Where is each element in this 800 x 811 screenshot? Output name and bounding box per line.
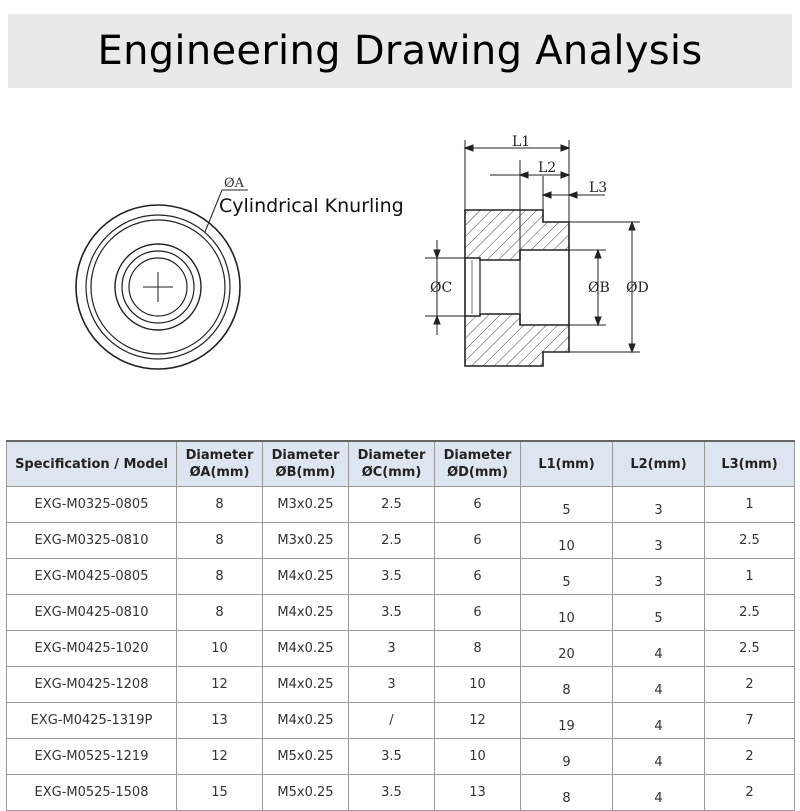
- cell-diameter-a: 10: [177, 631, 263, 667]
- cell-l1: 5: [521, 559, 613, 595]
- cell-diameter-a: 12: [177, 667, 263, 703]
- cell-l2: 4: [613, 703, 705, 739]
- cell-diameter-d: 6: [435, 595, 521, 631]
- cell-l1: 10: [521, 523, 613, 559]
- header-diameter-d: Diameter ØD(mm): [435, 441, 521, 487]
- cell-diameter-b: M4x0.25: [263, 703, 349, 739]
- cell-diameter-c: 2.5: [349, 523, 435, 559]
- cell-diameter-d: 13: [435, 775, 521, 811]
- cell-diameter-c: 3.5: [349, 739, 435, 775]
- knurling-label: Cylindrical Knurling: [219, 195, 404, 217]
- cell-l3: 1: [705, 487, 795, 523]
- header-l1: L1(mm): [521, 441, 613, 487]
- table-row: [7, 559, 795, 595]
- cell-l3: 2.5: [705, 595, 795, 631]
- table-row: [7, 523, 795, 559]
- cell-diameter-c: 2.5: [349, 487, 435, 523]
- cell-l2: 4: [613, 775, 705, 811]
- cell-l3: 1: [705, 559, 795, 595]
- table-row: [7, 487, 795, 523]
- cell-model: EXG-M0325-0810: [7, 523, 177, 559]
- cell-model: EXG-M0325-0805: [7, 487, 177, 523]
- cell-diameter-b: M4x0.25: [263, 595, 349, 631]
- cell-model: EXG-M0425-0805: [7, 559, 177, 595]
- cell-l1: 5: [521, 487, 613, 523]
- cell-l1: 8: [521, 667, 613, 703]
- cell-diameter-b: M5x0.25: [263, 739, 349, 775]
- header-diameter-b: Diameter ØB(mm): [263, 441, 349, 487]
- table-row: [7, 739, 795, 775]
- header-l3: L3(mm): [705, 441, 795, 487]
- table-row: [7, 703, 795, 739]
- cell-model: EXG-M0425-0810: [7, 595, 177, 631]
- table-row: [7, 667, 795, 703]
- cell-l3: 2.5: [705, 523, 795, 559]
- cell-l2: 4: [613, 667, 705, 703]
- cell-l2: 5: [613, 595, 705, 631]
- cell-model: EXG-M0525-1219: [7, 739, 177, 775]
- cell-model: EXG-M0425-1020: [7, 631, 177, 667]
- cell-model: EXG-M0525-1508: [7, 775, 177, 811]
- cell-diameter-b: M3x0.25: [263, 523, 349, 559]
- cell-diameter-b: M4x0.25: [263, 631, 349, 667]
- cell-l3: 2.5: [705, 631, 795, 667]
- cell-diameter-d: 6: [435, 487, 521, 523]
- cell-diameter-b: M4x0.25: [263, 559, 349, 595]
- cell-diameter-d: 12: [435, 703, 521, 739]
- cell-l3: 2: [705, 775, 795, 811]
- cell-diameter-c: 3.5: [349, 775, 435, 811]
- title-banner: [8, 14, 792, 88]
- cell-model: EXG-M0425-1208: [7, 667, 177, 703]
- cell-l2: 3: [613, 487, 705, 523]
- cell-l2: 4: [613, 739, 705, 775]
- cell-diameter-c: 3: [349, 631, 435, 667]
- engineering-drawing: [0, 100, 800, 430]
- cell-l3: 7: [705, 703, 795, 739]
- section-view: [465, 210, 569, 366]
- cell-l1: 20: [521, 631, 613, 667]
- header-diameter-c: Diameter ØC(mm): [349, 441, 435, 487]
- cell-diameter-b: M3x0.25: [263, 487, 349, 523]
- cell-diameter-d: 10: [435, 739, 521, 775]
- header-l2: L2(mm): [613, 441, 705, 487]
- dim-l3-label: L3: [589, 180, 608, 196]
- cell-l3: 2: [705, 739, 795, 775]
- cell-diameter-a: 15: [177, 775, 263, 811]
- dim-l2-label: L2: [538, 160, 557, 176]
- cell-diameter-d: 6: [435, 559, 521, 595]
- table-row: [7, 595, 795, 631]
- dim-b-label: ØB: [588, 280, 610, 296]
- cell-diameter-a: 12: [177, 739, 263, 775]
- cell-diameter-d: 8: [435, 631, 521, 667]
- cell-model: EXG-M0425-1319P: [7, 703, 177, 739]
- cell-diameter-b: M5x0.25: [263, 775, 349, 811]
- cell-diameter-c: 3.5: [349, 595, 435, 631]
- cell-diameter-a: 8: [177, 595, 263, 631]
- table-row: [7, 775, 795, 811]
- dim-l1-label: L1: [512, 134, 531, 150]
- cell-diameter-a: 8: [177, 559, 263, 595]
- cell-l2: 3: [613, 559, 705, 595]
- cell-diameter-c: 3: [349, 667, 435, 703]
- cell-l2: 4: [613, 631, 705, 667]
- cell-diameter-d: 10: [435, 667, 521, 703]
- cell-l1: 10: [521, 595, 613, 631]
- dim-c-label: ØC: [430, 280, 453, 296]
- cell-diameter-b: M4x0.25: [263, 667, 349, 703]
- dim-d-label: ØD: [626, 280, 649, 296]
- cell-diameter-c: 3.5: [349, 559, 435, 595]
- cell-l2: 3: [613, 523, 705, 559]
- specification-table: [6, 440, 795, 811]
- table-header-row: [7, 441, 795, 487]
- header-diameter-a: Diameter ØA(mm): [177, 441, 263, 487]
- cell-l1: 19: [521, 703, 613, 739]
- cell-diameter-d: 6: [435, 523, 521, 559]
- cell-diameter-a: 8: [177, 487, 263, 523]
- cell-l3: 2: [705, 667, 795, 703]
- cell-diameter-a: 8: [177, 523, 263, 559]
- cell-diameter-a: 13: [177, 703, 263, 739]
- cell-diameter-c: /: [349, 703, 435, 739]
- cell-l1: 8: [521, 775, 613, 811]
- cell-l1: 9: [521, 739, 613, 775]
- header-specification: Specification / Model: [7, 441, 177, 487]
- page-title: Engineering Drawing Analysis: [97, 28, 703, 74]
- table-row: [7, 631, 795, 667]
- dim-a-label: ØA: [224, 176, 245, 191]
